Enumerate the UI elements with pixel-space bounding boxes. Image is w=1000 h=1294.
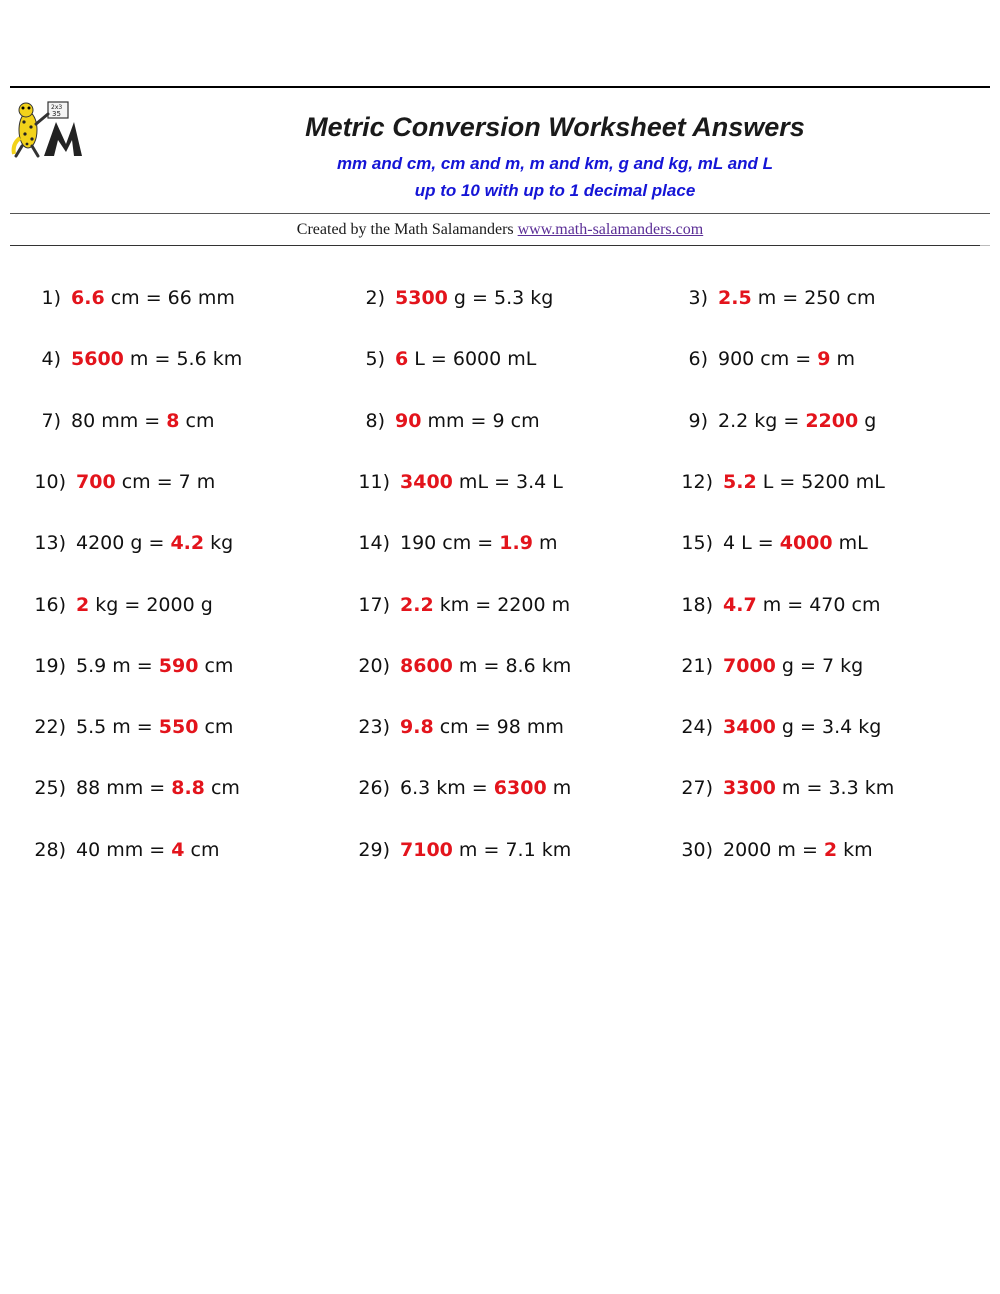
question-prefix: 4200 g = — [76, 532, 171, 555]
answer-value: 9.8 — [400, 716, 434, 739]
question-27 — [667, 777, 894, 799]
question-number: 15) — [681, 532, 713, 555]
question-number: 4) — [41, 348, 61, 371]
answer-value: 3300 — [723, 777, 776, 800]
question-number: 30) — [681, 838, 713, 861]
question-suffix: km — [837, 838, 873, 861]
question-22 — [20, 716, 233, 738]
question-21 — [667, 655, 863, 677]
question-prefix: 5.5 m = — [76, 716, 159, 739]
answer-value: 7100 — [400, 838, 453, 861]
worksheet-subtitle-line1: mm and cm, cm and m, m and km, g and kg, mL and L — [336, 154, 774, 173]
question-number: 9) — [688, 409, 708, 432]
question-2 — [344, 287, 553, 309]
question-prefix: 88 mm = — [76, 777, 172, 800]
question-28 — [20, 839, 219, 861]
question-number: 12) — [681, 470, 713, 493]
answer-value: 5300 — [395, 287, 448, 309]
answer-value: 6300 — [493, 777, 547, 800]
question-suffix: m = 470 cm — [756, 593, 881, 616]
answer-value: 8 — [166, 409, 180, 432]
question-suffix: cm — [204, 777, 240, 800]
question-number: 6) — [688, 348, 708, 371]
header-bottom-rule — [10, 245, 980, 246]
question-29 — [344, 839, 571, 861]
answer-value: 8600 — [400, 654, 453, 677]
question-suffix: g — [858, 409, 877, 432]
question-suffix: km = 2200 m — [433, 593, 571, 616]
question-suffix: kg — [204, 532, 234, 555]
question-prefix: 5.9 m = — [76, 654, 159, 677]
answer-value: 3400 — [400, 470, 453, 493]
question-suffix: cm = 7 m — [115, 470, 216, 493]
answer-value: 2 — [823, 838, 838, 861]
question-suffix: g = 3.4 kg — [775, 716, 882, 739]
question-suffix: cm — [184, 838, 220, 861]
question-8 — [344, 410, 540, 432]
question-number: 14) — [358, 532, 390, 555]
question-suffix: mL — [832, 532, 868, 555]
worksheet-subtitle-line2: up to 10 with up to 1 decimal place — [414, 181, 696, 200]
answer-value: 7000 — [723, 654, 776, 677]
question-number: 25) — [34, 777, 66, 800]
question-11 — [344, 471, 563, 493]
answer-value: 9 — [817, 348, 831, 371]
question-number: 21) — [681, 654, 713, 677]
question-number: 26) — [358, 777, 390, 800]
question-number: 29) — [358, 838, 390, 861]
question-16 — [20, 594, 213, 616]
header-bottom-rule-tail — [980, 245, 990, 246]
answer-value: 90 — [395, 409, 422, 432]
question-suffix: m — [546, 777, 572, 800]
question-suffix: cm = 66 mm — [104, 287, 235, 309]
question-prefix: 2000 m = — [723, 838, 824, 861]
question-number: 7) — [41, 409, 61, 432]
question-17 — [344, 594, 570, 616]
answer-value: 1.9 — [499, 532, 533, 555]
question-5 — [344, 348, 536, 370]
answer-value: 8.8 — [171, 777, 205, 800]
question-prefix: 40 mm = — [76, 838, 172, 861]
question-prefix: 80 mm = — [71, 409, 167, 432]
question-suffix: cm — [198, 654, 234, 677]
question-4 — [20, 348, 242, 370]
question-suffix: L = 6000 mL — [408, 348, 537, 371]
website-link[interactable]: www.math-salamanders.com — [517, 221, 704, 238]
question-suffix: mL = 3.4 L — [452, 470, 563, 493]
question-10 — [20, 471, 215, 493]
question-suffix: m = 5.6 km — [123, 348, 243, 371]
answer-value: 2.2 — [400, 593, 434, 616]
answer-value: 2200 — [805, 409, 859, 432]
question-suffix: g = 7 kg — [775, 654, 864, 677]
answer-value: 550 — [158, 716, 199, 739]
question-suffix: g = 5.3 kg — [447, 287, 554, 309]
question-suffix: m = 3.3 km — [775, 777, 895, 800]
question-suffix: m = 7.1 km — [452, 838, 572, 861]
answer-value: 6.6 — [71, 287, 105, 309]
question-9 — [667, 410, 876, 432]
question-number: 11) — [358, 470, 390, 493]
question-number: 16) — [34, 593, 66, 616]
question-7 — [20, 410, 214, 432]
question-26 — [344, 777, 571, 799]
question-suffix: mm = 9 cm — [421, 409, 540, 432]
question-6 — [667, 348, 855, 370]
answer-value: 4.2 — [170, 532, 205, 555]
question-20 — [344, 655, 571, 677]
question-suffix: m = 250 cm — [751, 287, 876, 309]
question-number: 17) — [358, 593, 390, 616]
header-top-rule — [10, 86, 990, 88]
header-middle-rule — [10, 213, 990, 214]
question-number: 10) — [34, 470, 66, 493]
question-number: 18) — [681, 593, 713, 616]
question-prefix: 4 L = — [723, 532, 780, 555]
answer-value: 6 — [395, 348, 409, 371]
question-13 — [20, 532, 233, 554]
question-14 — [344, 532, 558, 554]
question-30 — [667, 839, 873, 861]
answer-value: 590 — [158, 654, 199, 677]
question-1 — [20, 287, 235, 309]
question-number: 13) — [34, 532, 66, 555]
question-number: 24) — [681, 716, 713, 739]
question-12 — [667, 471, 885, 493]
question-number: 8) — [365, 409, 385, 432]
question-suffix: m — [830, 348, 856, 371]
question-number: 20) — [358, 654, 390, 677]
question-suffix: kg = 2000 g — [89, 593, 213, 616]
answer-value: 2 — [76, 593, 90, 616]
question-number: 22) — [34, 716, 66, 739]
question-23 — [344, 716, 564, 738]
answer-value: 700 — [76, 470, 116, 493]
question-15 — [667, 532, 868, 554]
question-prefix: 6.3 km = — [400, 777, 494, 800]
question-suffix: cm — [198, 716, 234, 739]
answer-value: 2.5 — [718, 287, 752, 309]
answer-value: 4 — [171, 838, 185, 861]
question-3 — [667, 287, 875, 309]
credit-text: Created by the Math Salamanders — [296, 221, 518, 238]
answer-value: 4.7 — [723, 593, 757, 616]
question-24 — [667, 716, 881, 738]
question-suffix: L = 5200 mL — [756, 470, 885, 493]
question-number: 2) — [365, 287, 385, 309]
question-number: 27) — [681, 777, 713, 800]
question-number: 23) — [358, 716, 390, 739]
question-18 — [667, 594, 880, 616]
credit-line — [0, 221, 1000, 239]
question-25 — [20, 777, 240, 799]
question-19 — [20, 655, 233, 677]
question-prefix: 2.2 kg = — [718, 409, 806, 432]
question-suffix: cm — [179, 409, 215, 432]
answer-value: 4000 — [779, 532, 833, 555]
svg-text:2x3: 2x3 — [51, 104, 63, 111]
answer-value: 3400 — [723, 716, 776, 739]
answer-value: 5600 — [71, 348, 124, 371]
question-suffix: m = 8.6 km — [452, 654, 572, 677]
question-number: 19) — [34, 654, 66, 677]
svg-text:35: 35 — [52, 110, 61, 118]
question-suffix: cm = 98 mm — [433, 716, 564, 739]
question-number: 5) — [365, 348, 385, 371]
question-number: 1) — [41, 287, 61, 309]
question-number: 28) — [34, 838, 66, 861]
answer-value: 5.2 — [723, 470, 757, 493]
question-prefix: 190 cm = — [400, 532, 500, 555]
question-number: 3) — [688, 287, 708, 309]
question-prefix: 900 cm = — [718, 348, 818, 371]
worksheet-title: Metric Conversion Worksheet Answers — [305, 112, 805, 142]
question-suffix: m — [532, 532, 558, 555]
